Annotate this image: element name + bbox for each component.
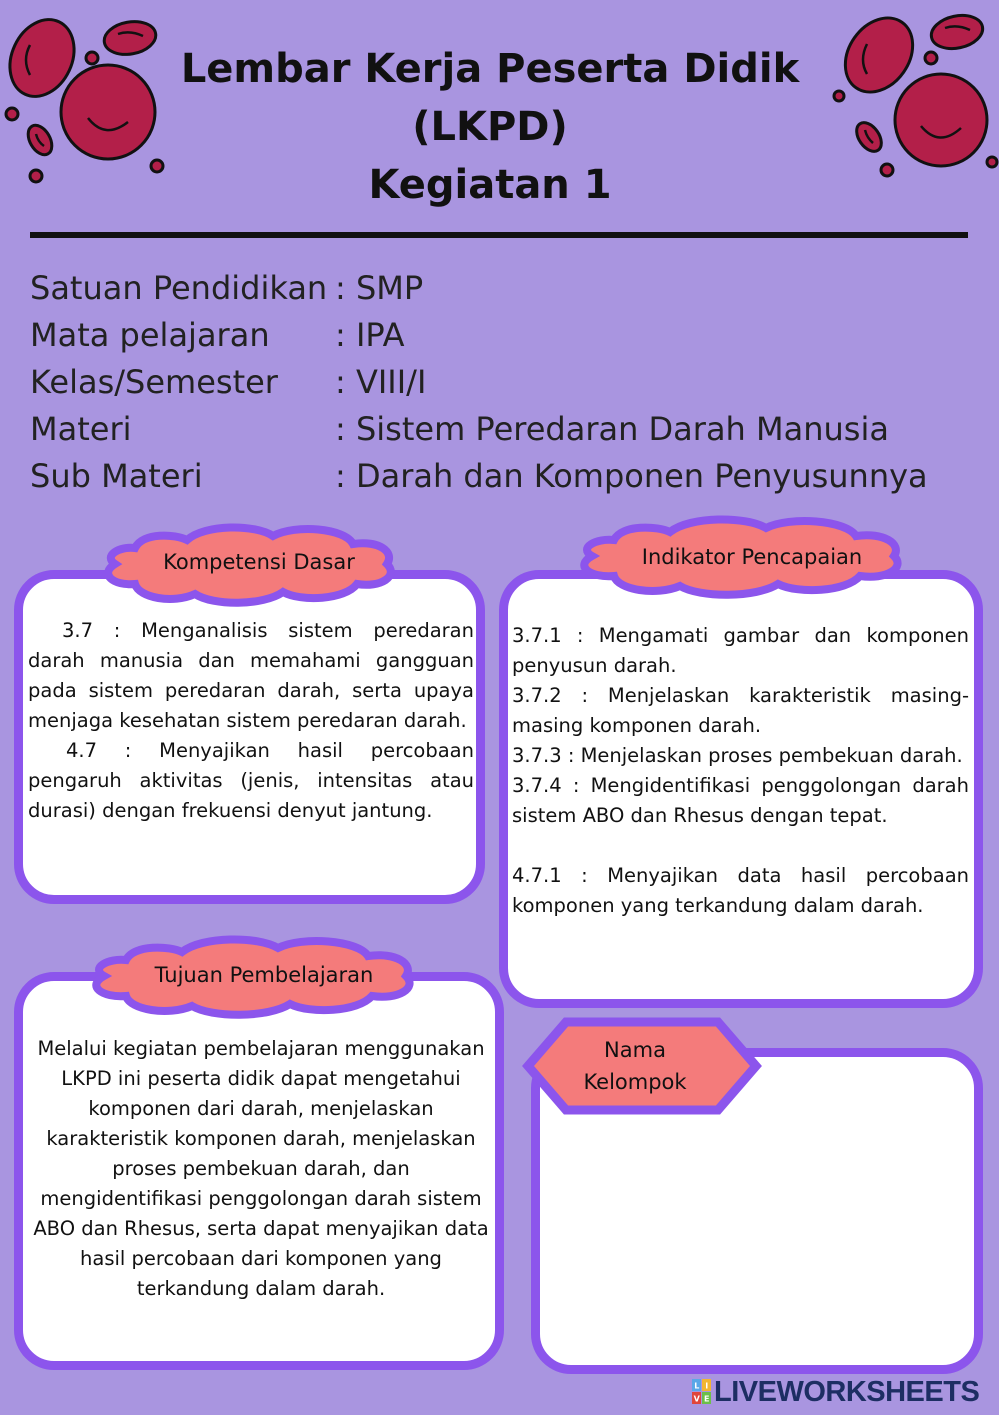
kompetensi-item: 4.7 : Menyajikan hasil percobaan pengaruh aktivitas (jenis, intensitas atau durasi) dengan frekuensi denyut jantung. xyxy=(28,739,474,822)
info-label: Sub Materi xyxy=(30,457,203,495)
info-label: Kelas/Semester xyxy=(30,363,278,401)
mark-letter: V xyxy=(693,1394,700,1404)
indikator-pencapaian-heading: Indikator Pencapaian xyxy=(641,545,863,569)
liveworksheets-logo xyxy=(692,1376,979,1408)
kompetensi-dasar-heading: Kompetensi Dasar xyxy=(163,550,355,574)
info-value: : VIII/I xyxy=(335,363,427,401)
liveworksheets-mark-icon xyxy=(692,1379,712,1405)
blood-cells-left-decoration xyxy=(0,0,170,200)
tujuan-pembelajaran-heading: Tujuan Pembelajaran xyxy=(154,963,374,987)
mark-letter: L xyxy=(694,1381,699,1391)
liveworksheets-wordmark: LIVEWORKSHEETS xyxy=(714,1375,980,1408)
title-line-3: Kegiatan 1 xyxy=(368,162,612,208)
indikator-item: 3.7.2 : Menjelaskan karakteristik masing-masing komponen darah. xyxy=(512,684,969,737)
indikator-item: 3.7.1 : Mengamati gambar dan komponen penyusun darah. xyxy=(512,624,969,677)
info-value: : Darah dan Komponen Penyusunnya xyxy=(335,457,928,495)
nama-kelompok-heading-line1: Nama xyxy=(604,1038,666,1062)
mark-letter: I xyxy=(705,1381,708,1391)
title-line-2: (LKPD) xyxy=(412,104,568,150)
info-label: Mata pelajaran xyxy=(30,316,270,354)
title-line-1: Lembar Kerja Peserta Didik xyxy=(180,46,800,92)
indikator-pencapaian-text xyxy=(512,621,969,921)
info-value: : IPA xyxy=(335,316,405,354)
mark-letter: E xyxy=(704,1394,709,1404)
indikator-item: 3.7.4 : Mengidentifikasi penggolongan darah sistem ABO dan Rhesus dengan tepat. xyxy=(512,774,969,827)
tujuan-pembelajaran-text: Melalui kegiatan pembelajaran menggunakan LKPD ini peserta didik dapat mengetahui komponen dari darah, menjelaskan karakteristik komponen darah, menjelaskan proses pembekuan darah, dan mengidentifikasi penggolongan darah sistem ABO dan Rhesus, serta dapat menyajikan data hasil percobaan dari komponen yang terkandung dalam darah. xyxy=(33,1037,489,1300)
worksheet-title xyxy=(150,40,830,214)
nama-kelompok-heading-line2: Kelompok xyxy=(583,1070,687,1094)
info-value: : SMP xyxy=(335,269,424,307)
indikator-item: 4.7.1 : Menyajikan data hasil percobaan komponen yang terkandung dalam darah. xyxy=(512,864,969,917)
info-label: Materi xyxy=(30,410,132,448)
info-label: Satuan Pendidikan xyxy=(30,269,328,307)
info-value: : Sistem Peredaran Darah Manusia xyxy=(335,410,889,448)
blood-cells-right-decoration xyxy=(829,0,999,200)
kompetensi-dasar-text xyxy=(28,616,474,826)
nama-kelompok-heading xyxy=(522,1034,748,1098)
kompetensi-item: 3.7 : Menganalisis sistem peredaran darah manusia dan memahami gangguan pada sistem peredaran darah, serta upaya menjaga kesehatan sistem peredaran darah. xyxy=(28,619,474,732)
title-divider xyxy=(30,232,968,238)
indikator-item: 3.7.3 : Menjelaskan proses pembekuan darah. xyxy=(512,744,963,767)
